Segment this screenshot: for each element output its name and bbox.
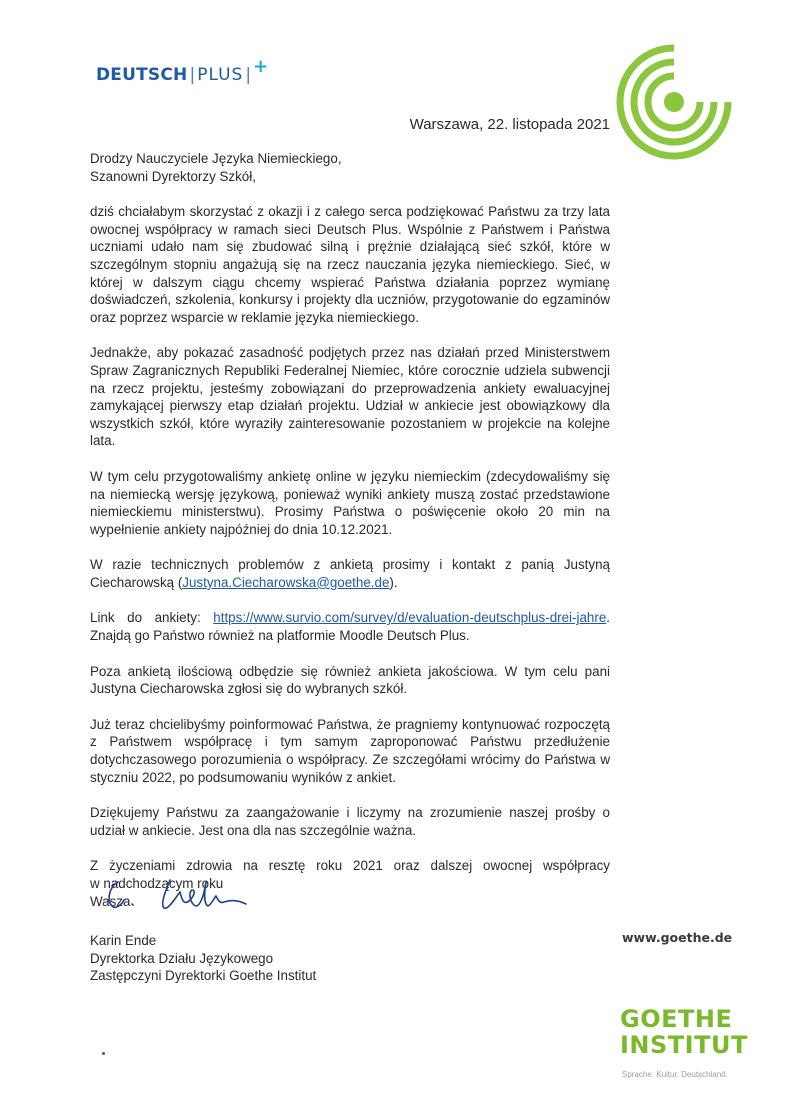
goethe-tagline: Sprache. Kultur. Deutschland.: [622, 1070, 728, 1079]
brand-plus-sign: +: [253, 56, 269, 77]
brand-deutsch: DEUTSCH: [96, 65, 188, 85]
contact-text: W razie technicznych problemów z ankietą prosimy i kontakt z panią Justyną Ciecharowską (: [90, 557, 610, 590]
contact-text-end: ).: [389, 574, 398, 590]
contact-email-link[interactable]: Justyna.Ciecharowska@goethe.de: [182, 574, 390, 590]
goethe-word: GOETHE: [620, 1005, 733, 1033]
paragraph-thank-you: Dziękujemy Państwu za zaangażowanie i liczymy na zrozumienie naszej prośby o udział w ankiecie. Jest ona dla nas szczególnie ważna.: [90, 805, 610, 838]
website-link[interactable]: www.goethe.de: [622, 930, 733, 945]
survey-text: Link do ankiety:: [90, 610, 214, 626]
brand-separator: |: [189, 65, 196, 85]
handwritten-signature: [100, 860, 270, 920]
signer-block: [90, 932, 316, 985]
greeting-line-1: Drodzy Nauczyciele Języka Niemieckiego,: [90, 151, 342, 166]
brand-separator-2: |: [245, 65, 252, 85]
signer-title-1: Dyrektorka Działu Językowego: [90, 950, 274, 966]
goethe-institut-logo: [620, 1006, 748, 1058]
scan-speck: [102, 1052, 105, 1055]
survey-text-end: . Znajdą go Państwo również na platformie Moodle Deutsch Plus.: [90, 610, 610, 644]
closing-line-2: w nadchodzącym roku: [90, 876, 224, 891]
greeting-line-2: Szanowni Dyrektorzy Szkół,: [90, 168, 256, 184]
survey-url-link[interactable]: https://www.survio.com/survey/d/evaluation-deutschplus-drei-jahre: [213, 610, 607, 626]
closing-line-3: Wasza: [90, 893, 131, 909]
paragraph-thanks: dziś chciałabym skorzystać z okazji i z całego serca podziękować Państwu za trzy lata owocnej współpracy w ramach sieci Deutsch Plus. Wspólnie z Państwem i Państwa uczniami udało nam się zbudować silną i prężnie działającą sieć szkół, które w szczególnym stopniu angażują się na rzecz nauczania języka niemieckiego. Sieć, w której w dalszym ciągu chcemy wspierać Państwa działania poprzez wymianę doświadczeń, szkolenia, konkursy i projekty dla uczniów, przygotowanie do egzaminów oraz poprzez wsparcie w reklamie języka niemieckiego.: [90, 204, 610, 325]
greeting: [90, 150, 610, 185]
brand-plus-word: PLUS: [197, 65, 244, 85]
brand-logo: [96, 56, 269, 88]
institut-word: INSTITUT: [620, 1031, 748, 1059]
letter-date: Warszawa, 22. listopada 2021: [409, 116, 610, 133]
letter-body: [90, 150, 610, 910]
paragraph-contact: [90, 556, 610, 591]
paragraph-evaluation: Jednakże, aby pokazać zasadność podjętych przez nas działań przed Ministerstwem Spraw Zagranicznych Republiki Federalnej Niemiec, które corocznie udziela subwencji na rzecz projektu, jesteśmy zobowiązani do przeprowadzenia ankiety ewaluacyjnej zamykającej pierwszy etap działań projektu. Udział w ankiecie jest obowiązkowy dla wszystkich szkół, które wyraziły zainteresowanie pozostaniem w projekcie na kolejne lata.: [90, 345, 610, 449]
paragraph-qualitative: Poza ankietą ilościową odbędzie się również ankieta jakościowa. W tym celu pani Justyna Ciecharowska zgłosi się do wybranych szkół.: [90, 663, 610, 697]
signer-title-2: Zastępczyni Dyrektorki Goethe Institut: [90, 968, 317, 984]
paragraph-continuation: Już teraz chcielibyśmy poinformować Państwa, że pragniemy kontynuować rozpoczętą z Państwem współpracę i tym samym zaproponować Państwu przedłużenie dotychczasowego porozumienia o współpracy. Ze szczegółami wrócimy do Państwa w styczniu 2022, po podsumowaniu wyników z ankiet.: [90, 716, 610, 785]
goethe-rings-icon: [616, 44, 732, 160]
signer-name: Karin Ende: [90, 933, 157, 948]
paragraph-survey-online: W tym celu przygotowaliśmy ankietę online w języku niemieckim (zdecydowaliśmy się na niemiecką wersję językową, ponieważ wyniki ankiety muszą zostać przedstawione niemieckiemu ministerstwu). Prosimy Państwa o poświęcenie około 20 min na wypełnienie ankiety najpóźniej do dnia 10.12.2021.: [90, 468, 610, 537]
paragraph-survey-link: [90, 609, 610, 644]
closing-line-1: Z życzeniami zdrowia na resztę roku 2021 oraz dalszej owocnej współpracy: [90, 858, 610, 874]
